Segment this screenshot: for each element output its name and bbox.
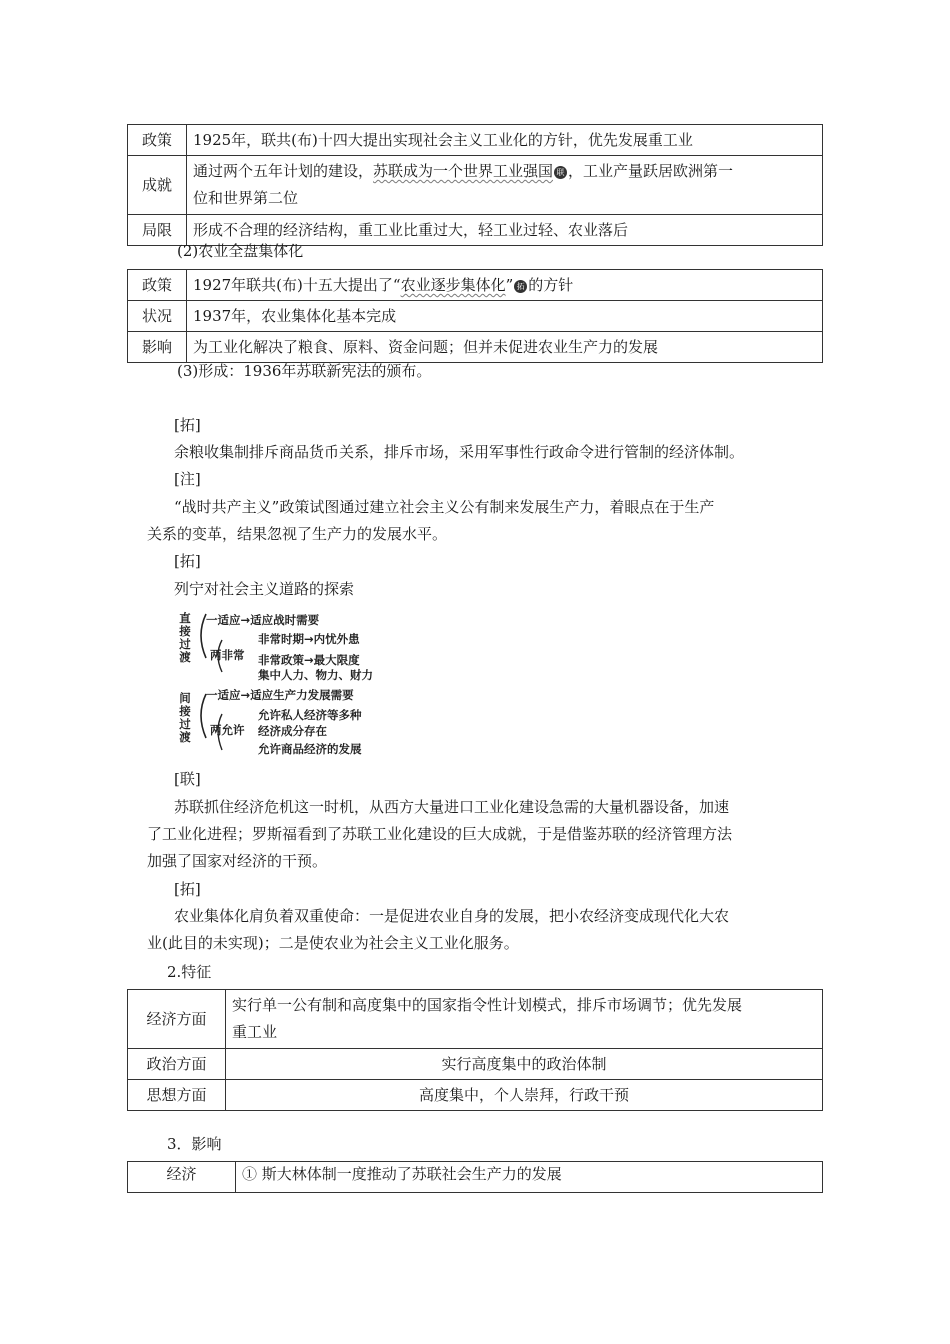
row-header: 经济方面 bbox=[128, 990, 226, 1049]
label-char: 过 bbox=[179, 717, 191, 731]
text-segment: 1927年联共(布)十五大提出了“ bbox=[193, 276, 401, 294]
row-header: 影响 bbox=[128, 332, 187, 363]
table-row bbox=[128, 1162, 823, 1193]
wavy-underlined-text: 农业逐步集体化 bbox=[400, 276, 506, 294]
row-content: 1925年，联共(布)十四大提出实现社会主义工业化的方针，优先发展重工业 bbox=[187, 125, 823, 156]
note-text: 加强了国家对经济的干预。 bbox=[147, 852, 328, 870]
row-content: ① 斯大林体制一度推动了苏联社会生产力的发展 bbox=[236, 1162, 823, 1193]
label-char: 渡 bbox=[179, 730, 191, 744]
note-tag: [联] bbox=[174, 770, 201, 788]
section-heading: 2.特征 bbox=[167, 963, 212, 981]
annotation-mark: 联 bbox=[554, 166, 567, 179]
table-row bbox=[128, 301, 823, 332]
note-text: 农业集体化肩负着双重使命：一是促进农业自身的发展，把小农经济变成现代化大农 bbox=[174, 907, 730, 925]
features-table bbox=[127, 989, 823, 1111]
label-char: 渡 bbox=[179, 650, 191, 664]
table-row bbox=[128, 270, 823, 301]
row-header: 成就 bbox=[128, 156, 187, 215]
row-content: 1937年，农业集体化基本完成 bbox=[187, 301, 823, 332]
row-content: 为工业化解决了粮食、原料、资金问题；但并未促进农业生产力的发展 bbox=[187, 332, 823, 363]
section-heading: (2)农业全盘集体化 bbox=[177, 242, 304, 260]
row-content bbox=[226, 990, 823, 1049]
text-segment: 位和世界第二位 bbox=[193, 189, 299, 207]
diagram-node: 两非常 bbox=[210, 648, 245, 662]
note-text: 业(此目的未实现)；二是使农业为社会主义工业化服务。 bbox=[147, 934, 519, 952]
diagram-braces bbox=[192, 610, 232, 760]
industrialization-table bbox=[127, 124, 823, 246]
impact-table bbox=[127, 1161, 823, 1193]
note-tag: [拓] bbox=[174, 552, 201, 570]
note-text: “战时共产主义”政策试图通过建立社会主义公有制来发展生产力，着眼点在于生产 bbox=[174, 498, 715, 516]
note-text: 列宁对社会主义道路的探索 bbox=[174, 580, 355, 598]
label-char: 接 bbox=[179, 624, 191, 638]
lenin-path-diagram bbox=[176, 608, 396, 758]
row-header: 政策 bbox=[128, 125, 187, 156]
label-char: 直 bbox=[179, 611, 191, 625]
label-char: 接 bbox=[179, 704, 191, 718]
formation-text: (3)形成：1936年苏联新宪法的颁布。 bbox=[177, 362, 432, 380]
diagram-node: 两允许 bbox=[210, 723, 245, 737]
row-header: 局限 bbox=[128, 215, 187, 246]
row-header: 思想方面 bbox=[128, 1080, 226, 1111]
table-row bbox=[128, 125, 823, 156]
row-header: 经济 bbox=[128, 1162, 236, 1193]
row-header: 状况 bbox=[128, 301, 187, 332]
diagram-node: 一适应→适应生产力发展需要 bbox=[206, 688, 354, 702]
note-text: 关系的变革，结果忽视了生产力的发展水平。 bbox=[147, 525, 448, 543]
diagram-vertical-label bbox=[178, 612, 192, 664]
wavy-underlined-text: 苏联成为一个世界工业强国 bbox=[373, 162, 554, 180]
section-heading: 3．影响 bbox=[167, 1135, 222, 1153]
text-segment: ，工业产量跃居欧洲第一 bbox=[568, 162, 734, 180]
table-row bbox=[128, 332, 823, 363]
note-text: 苏联抓住经济危机这一时机，从西方大量进口工业化建设急需的大量机器设备，加速 bbox=[174, 798, 730, 816]
row-header: 政策 bbox=[128, 270, 187, 301]
table-row bbox=[128, 1080, 823, 1111]
row-content: 高度集中，个人崇拜，行政干预 bbox=[226, 1080, 823, 1111]
diagram-node: 允许私人经济等多种 bbox=[258, 708, 362, 722]
table-row bbox=[128, 156, 823, 215]
annotation-mark: 拓 bbox=[514, 280, 527, 293]
label-char: 间 bbox=[179, 691, 191, 705]
label-char: 过 bbox=[179, 637, 191, 651]
note-tag: [拓] bbox=[174, 880, 201, 898]
row-content: 实行高度集中的政治体制 bbox=[226, 1049, 823, 1080]
text-segment: ” bbox=[505, 276, 514, 294]
table-row bbox=[128, 1049, 823, 1080]
note-text: 余粮收集制排斥商品货币关系，排斥市场，采用军事性行政命令进行管制的经济体制。 bbox=[174, 443, 745, 461]
note-tag: [拓] bbox=[174, 416, 201, 434]
diagram-node: 一适应→适应战时需要 bbox=[206, 613, 320, 627]
diagram-node: 允许商品经济的发展 bbox=[258, 742, 362, 756]
diagram-node: 集中人力、物力、财力 bbox=[258, 668, 373, 682]
text-segment: 重工业 bbox=[232, 1023, 278, 1041]
text-segment: 实行单一公有制和高度集中的国家指令性计划模式，排斥市场调节；优先发展 bbox=[232, 996, 743, 1014]
diagram-node: 经济成分存在 bbox=[258, 724, 327, 738]
diagram-node: 非常政策→最大限度 bbox=[258, 653, 360, 667]
row-content bbox=[187, 156, 823, 215]
note-tag: [注] bbox=[174, 470, 201, 488]
agriculture-table bbox=[127, 269, 823, 363]
diagram-node: 非常时期→内忧外患 bbox=[258, 632, 360, 646]
row-header: 政治方面 bbox=[128, 1049, 226, 1080]
row-content: 形成不合理的经济结构，重工业比重过大，轻工业过轻、农业落后 bbox=[187, 215, 823, 246]
row-content bbox=[187, 270, 823, 301]
table-row bbox=[128, 990, 823, 1049]
text-segment: 的方针 bbox=[528, 276, 574, 294]
text-segment: 通过两个五年计划的建设， bbox=[193, 162, 374, 180]
diagram-vertical-label bbox=[178, 692, 192, 744]
note-text: 了工业化进程；罗斯福看到了苏联工业化建设的巨大成就，于是借鉴苏联的经济管理方法 bbox=[147, 825, 733, 843]
